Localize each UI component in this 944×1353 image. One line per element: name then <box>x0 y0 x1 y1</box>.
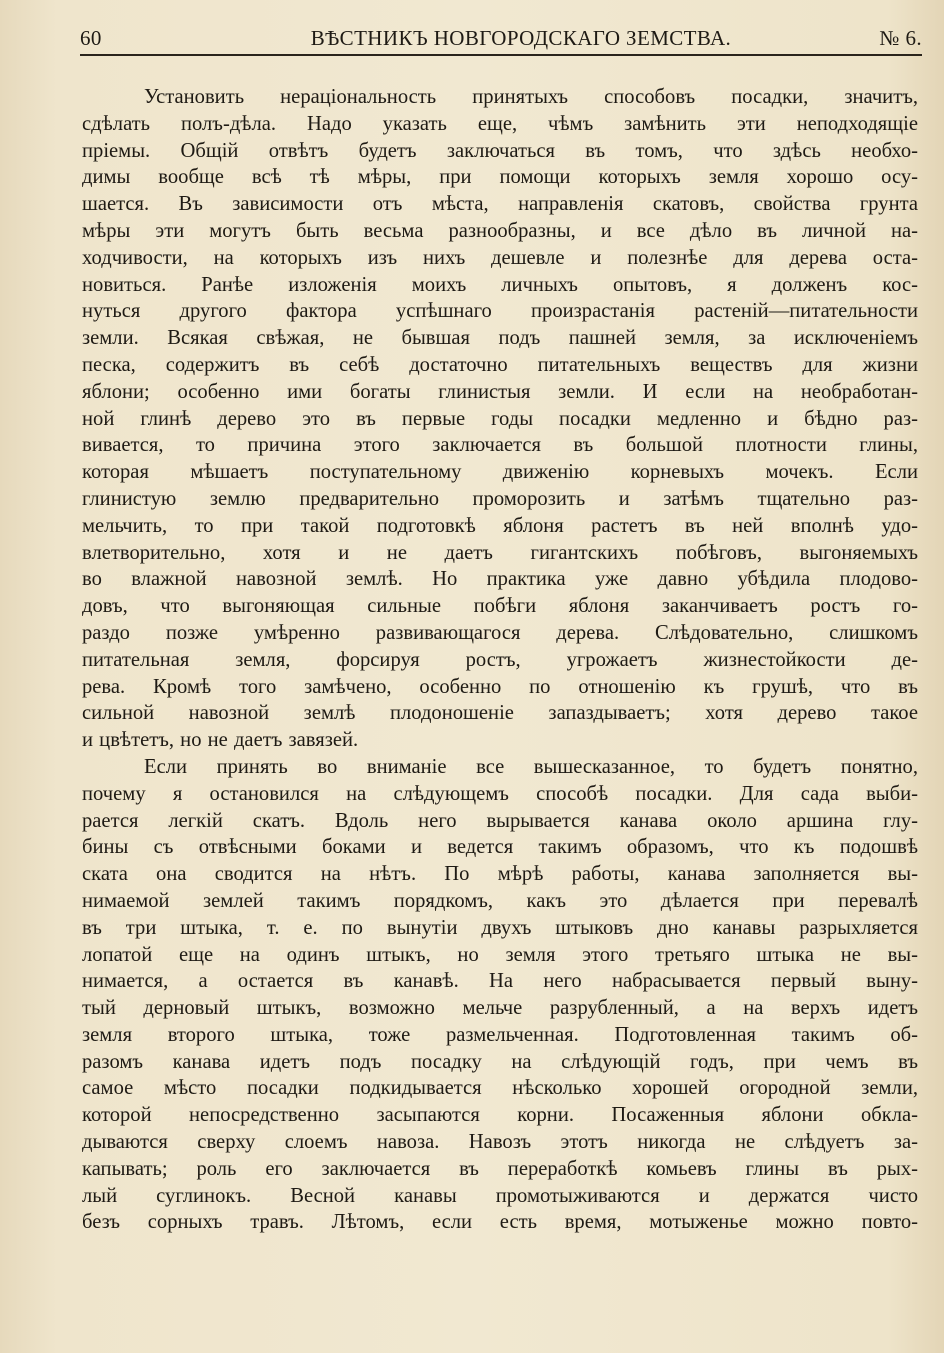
text-line: лый суглинокъ. Весной канавы промотыживаются и держатся чисто <box>82 1184 918 1207</box>
text-line: безъ сорныхъ травъ. Лѣтомъ, если есть время, мотыженье можно повто- <box>82 1211 918 1234</box>
paragraph-2 <box>82 754 918 1236</box>
text-line: во влажной навозной землѣ. Но практика уже давно убѣдила плодово- <box>82 568 918 591</box>
text-line: рается легкій скатъ. Вдоль него вырывается канава около аршина глу- <box>82 809 918 832</box>
paragraph-1 <box>82 84 918 754</box>
issue-number: № 6. <box>879 26 922 50</box>
text-line: сильной навозной землѣ плодоношеніе запаздываетъ; хотя дерево такое <box>82 702 918 725</box>
text-line: влетворительно, хотя и не даетъ гигантскихъ побѣговъ, выгоняемыхъ <box>82 541 918 564</box>
text-line: рева. Кромѣ того замѣчено, особенно по отношенію къ грушѣ, что въ <box>82 675 918 698</box>
text-line: тый дерновый штыкъ, возможно мельче разрубленный, а на верхъ идетъ <box>82 997 918 1020</box>
text-line: димы вообще всѣ тѣ мѣры, при помощи которыхъ земля хорошо осу- <box>82 166 918 189</box>
text-line: которой непосредственно засыпаются корни. Посаженныя яблони обкла- <box>82 1104 918 1127</box>
header-rule <box>80 54 922 56</box>
text-line: яблони; особенно ими богаты глинистыя земли. И если на необработан- <box>82 380 918 403</box>
text-line: нимаемой землей такимъ порядкомъ, какъ это дѣлается при перевалѣ <box>82 889 918 912</box>
body-text <box>82 84 918 1236</box>
text-line: нуться другого фактора успѣшнаго произрастанія растеній—питательности <box>82 300 918 323</box>
text-line: мѣры эти могутъ быть весьма разнообразны, и все дѣло въ личной на- <box>82 219 918 242</box>
page-number: 60 <box>80 26 102 50</box>
text-line: сдѣлать полъ-дѣла. Надо указать еще, чѣмъ замѣнить эти неподходящіе <box>82 112 918 135</box>
text-line: песка, содержитъ въ себѣ достаточно питательныхъ веществъ для жизни <box>82 353 918 376</box>
text-line: ската она сводится на нѣтъ. По мѣрѣ работы, канава заполняется вы- <box>82 863 918 886</box>
text-line: Если принять во вниманіе все вышесказанное, то будетъ понятно, <box>144 755 918 778</box>
text-line: разомъ канава идетъ подъ посадку на слѣдующій годъ, при чемъ въ <box>82 1050 918 1073</box>
text-line: дываются сверху слоемъ навоза. Навозъ этотъ никогда не слѣдуетъ за- <box>82 1131 918 1154</box>
text-line: шается. Въ зависимости отъ мѣста, направленія скатовъ, свойства грунта <box>82 193 918 216</box>
text-line: довъ, что выгоняющая сильные побѣги яблоня заканчиваетъ ростъ го- <box>82 595 918 618</box>
text-line: почему я остановился на слѣдующемъ способѣ посадки. Для сада выби- <box>82 782 918 805</box>
text-line: земли. Всякая свѣжая, не бывшая подъ пашней земля, за исключеніемъ <box>82 327 918 350</box>
text-line: ной глинѣ дерево это въ первые годы посадки медленно и бѣдно раз- <box>82 407 918 430</box>
text-line: раздо позже умѣренно развивающагося дерева. Слѣдовательно, слишкомъ <box>82 621 918 644</box>
text-line: ходчивости, на которыхъ изъ нихъ дешевле и полезнѣе для дерева оста- <box>82 246 918 269</box>
text-line: глинистую землю предварительно проморозить и затѣмъ тщательно раз- <box>82 487 918 510</box>
text-line: земля второго штыка, тоже размельченная. Подготовленная такимъ об- <box>82 1023 918 1046</box>
text-line: въ три штыка, т. е. по вынутіи двухъ штыковъ дно канавы разрыхляется <box>82 916 918 939</box>
text-line: капывать; роль его заключается въ переработкѣ комьевъ глины въ рых- <box>82 1157 918 1180</box>
text-line: вивается, то причина этого заключается въ большой плотности глины, <box>82 434 918 457</box>
text-line: лопатой еще на одинъ штыкъ, но земля этого третьяго штыка не вы- <box>82 943 918 966</box>
page-header <box>80 26 922 54</box>
text-line: пріемы. Общій отвѣтъ будетъ заключаться въ томъ, что здѣсь необхо- <box>82 139 918 162</box>
text-line: которая мѣшаетъ поступательному движенію корневыхъ мочекъ. Если <box>82 461 918 484</box>
text-line: питательная земля, форсируя ростъ, угрожаетъ жизнестойкости де- <box>82 648 918 671</box>
text-line: самое мѣсто посадки подкидывается нѣсколько хорошей огородной земли, <box>82 1077 918 1100</box>
text-line: Установить нераціональность принятыхъ способовъ посадки, значитъ, <box>144 86 918 108</box>
text-line: мельчить, то при такой подготовкѣ яблоня растетъ въ ней вполнѣ удо- <box>82 514 918 537</box>
text-line: и цвѣтетъ, но не даетъ завязей. <box>82 729 359 752</box>
text-line: бины съ отвѣсными боками и ведется такимъ образомъ, что къ подошвѣ <box>82 836 918 859</box>
text-line: нимается, а остается въ канавѣ. На него набрасывается первый выну- <box>82 970 918 993</box>
running-title: ВѢСТНИКЪ НОВГОРОДСКАГО ЗЕМСТВА. <box>310 26 732 50</box>
text-line: новиться. Ранѣе изложенія моихъ личныхъ опытовъ, я долженъ кос- <box>82 273 918 296</box>
